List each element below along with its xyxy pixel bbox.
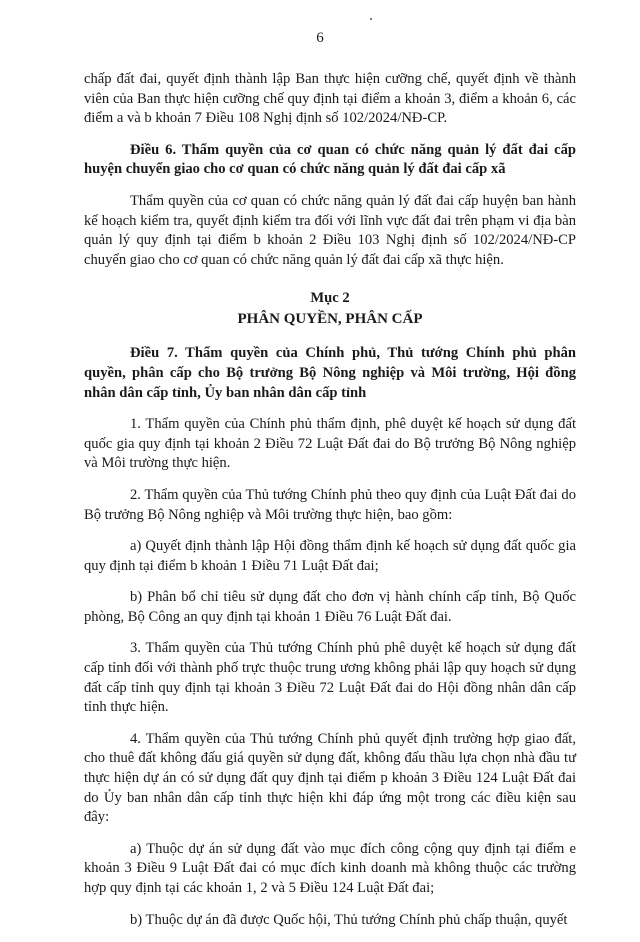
scan-dot-mark	[370, 18, 372, 20]
article-7-item-2: 2. Thẩm quyền của Thủ tướng Chính phủ theo quy định của Luật Đất đai do Bộ trưởng Bộ Nông nghiệp và Môi trường thực hiện, bao gồm:	[84, 486, 576, 523]
article-7-title: Điều 7. Thẩm quyền của Chính phủ, Thủ tướng Chính phủ phân quyền, phân cấp cho Bộ trưởng Bộ Nông nghiệp và Môi trường, Hội đồng nhân dân cấp tỉnh, Ủy ban nhân dân cấp tỉnh	[84, 345, 576, 401]
document-body	[84, 70, 576, 942]
article-6-title: Điều 6. Thẩm quyền của cơ quan có chức năng quản lý đất đai cấp huyện chuyển giao cho cơ quan có chức năng quản lý đất đai cấp xã	[84, 141, 576, 178]
article-7-item-2a: a) Quyết định thành lập Hội đồng thẩm định kế hoạch sử dụng đất quốc gia quy định tại điểm b khoản 1 Điều 71 Luật Đất đai;	[84, 538, 576, 574]
section-label: Mục 2	[310, 290, 350, 307]
article-7-item-2b: b) Phân bổ chỉ tiêu sử dụng đất cho đơn vị hành chính cấp tỉnh, Bộ Quốc phòng, Bộ Công an quy định tại khoản 1 Điều 76 Luật Đất đai.	[84, 589, 576, 625]
article-7-item-4: 4. Thẩm quyền của Thủ tướng Chính phủ quyết định trường hợp giao đất, cho thuê đất không đấu giá quyền sử dụng đất, không đấu thầu lựa chọn nhà đầu tư thực hiện dự án có sử dụng đất quy định tại điểm p khoản 3 Điều 124 Luật Đất đai do Ủy ban nhân dân cấp tỉnh thực hiện khi đáp ứng một trong các điều kiện sau đây:	[84, 730, 576, 826]
article-7-item-4a: a) Thuộc dự án sử dụng đất vào mục đích công cộng quy định tại điểm e khoản 3 Điều 9 Luật Đất đai có mục đích kinh doanh mà không thuộc các trường hợp quy định tại các khoản 1, 2 và 5 Điều 124 Luật Đất đai;	[84, 840, 576, 896]
article-7-item-3: 3. Thẩm quyền của Thủ tướng Chính phủ phê duyệt kế hoạch sử dụng đất cấp tỉnh đối với thành phố trực thuộc trung ương không phải lập quy hoạch sử dụng đất cấp tỉnh quy định tại khoản 3 Điều 72 Luật Đất đai do Hội đồng nhân dân cấp tỉnh thực hiện.	[84, 640, 576, 716]
page-number: 6	[316, 30, 324, 46]
article-6-body: Thẩm quyền của cơ quan có chức năng quản lý đất đai cấp huyện ban hành kế hoạch kiểm tra, quyết định kiểm tra đối với lĩnh vực đất đai trên phạm vi địa bàn quản lý quy định tại điểm b khoản 2 Điều 103 Nghị định số 102/2024/NĐ-CP chuyển giao cho cơ quan có chức năng quản lý đất đai cấp xã thực hiện.	[84, 192, 576, 268]
section-heading	[84, 288, 576, 330]
article-7-item-4b: b) Thuộc dự án đã được Quốc hội, Thủ tướng Chính phủ chấp thuận, quyết	[130, 911, 568, 928]
article-7-item-1: 1. Thẩm quyền của Chính phủ thẩm định, phê duyệt kế hoạch sử dụng đất quốc gia quy định tại khoản 2 Điều 72 Luật Đất đai do Bộ trưởng Bộ Nông nghiệp và Môi trường thực hiện.	[84, 416, 576, 472]
section-title: PHÂN QUYỀN, PHÂN CẤP	[237, 311, 423, 328]
paragraph-continuation: chấp đất đai, quyết định thành lập Ban thực hiện cưỡng chế, quyết định về thành viên của Ban thực hiện cưỡng chế quy định tại điểm a khoản 3, điểm a khoản 6, các điểm a và b khoản 7 Điều 108 Nghị định số 102/2024/NĐ-CP.	[84, 71, 576, 127]
